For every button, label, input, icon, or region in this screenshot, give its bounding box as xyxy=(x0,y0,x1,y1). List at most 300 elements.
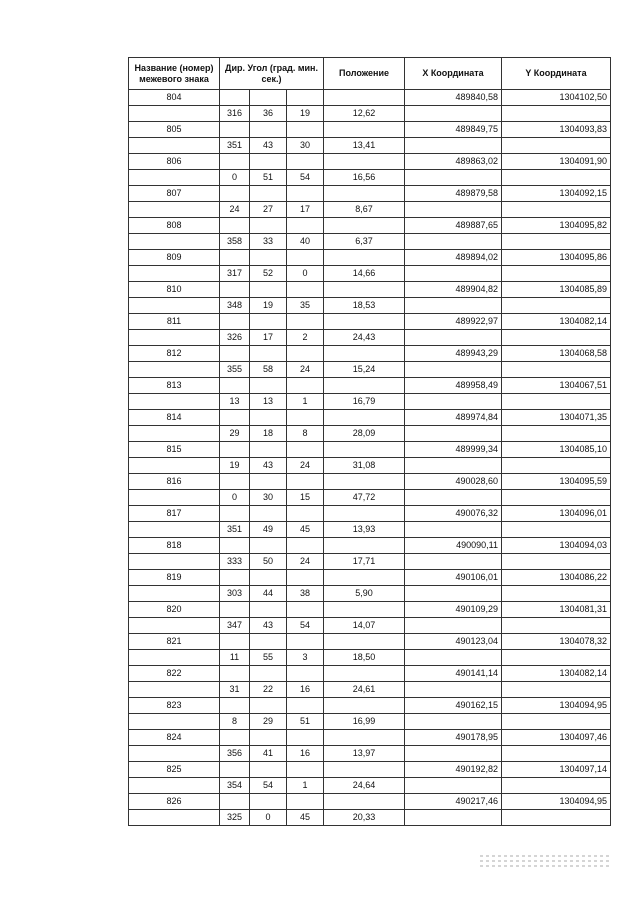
segment-length: 16,56 xyxy=(324,170,405,186)
angle-seconds: 17 xyxy=(287,202,324,218)
point-name: 808 xyxy=(129,218,220,234)
point-y: 1304071,35 xyxy=(502,410,611,426)
angle-seconds: 3 xyxy=(287,650,324,666)
empty-cell xyxy=(220,506,250,522)
angle-minutes: 0 xyxy=(250,810,287,826)
angle-seconds: 16 xyxy=(287,682,324,698)
empty-cell xyxy=(287,666,324,682)
angle-minutes: 55 xyxy=(250,650,287,666)
table-row-point xyxy=(129,154,611,170)
point-x: 490192,82 xyxy=(405,762,502,778)
empty-cell xyxy=(502,650,611,666)
table-row-point xyxy=(129,314,611,330)
empty-cell xyxy=(220,90,250,106)
empty-cell xyxy=(250,474,287,490)
point-x: 489922,97 xyxy=(405,314,502,330)
angle-minutes: 22 xyxy=(250,682,287,698)
table-row-point xyxy=(129,122,611,138)
angle-seconds: 2 xyxy=(287,330,324,346)
empty-cell xyxy=(250,90,287,106)
empty-cell xyxy=(324,122,405,138)
angle-seconds: 45 xyxy=(287,522,324,538)
table-row-point xyxy=(129,410,611,426)
empty-cell xyxy=(129,746,220,762)
angle-seconds: 1 xyxy=(287,394,324,410)
angle-minutes: 49 xyxy=(250,522,287,538)
empty-cell xyxy=(405,234,502,250)
angle-minutes: 36 xyxy=(250,106,287,122)
empty-cell xyxy=(324,378,405,394)
table-row-point xyxy=(129,186,611,202)
point-y: 1304082,14 xyxy=(502,314,611,330)
angle-minutes: 27 xyxy=(250,202,287,218)
empty-cell xyxy=(324,730,405,746)
empty-cell xyxy=(502,202,611,218)
table-row-segment xyxy=(129,490,611,506)
empty-cell xyxy=(220,250,250,266)
empty-cell xyxy=(405,618,502,634)
table-row-point xyxy=(129,346,611,362)
table-row-point xyxy=(129,282,611,298)
empty-cell xyxy=(129,330,220,346)
empty-cell xyxy=(129,650,220,666)
segment-length: 14,07 xyxy=(324,618,405,634)
angle-degrees: 356 xyxy=(220,746,250,762)
empty-cell xyxy=(220,730,250,746)
header-length: Положение xyxy=(324,58,405,90)
table-row-point xyxy=(129,730,611,746)
angle-minutes: 58 xyxy=(250,362,287,378)
angle-seconds: 54 xyxy=(287,170,324,186)
empty-cell xyxy=(250,698,287,714)
empty-cell xyxy=(405,746,502,762)
point-x: 489974,84 xyxy=(405,410,502,426)
empty-cell xyxy=(502,170,611,186)
empty-cell xyxy=(502,682,611,698)
angle-degrees: 333 xyxy=(220,554,250,570)
point-name: 809 xyxy=(129,250,220,266)
empty-cell xyxy=(287,410,324,426)
table-row-segment xyxy=(129,650,611,666)
table-row-segment xyxy=(129,522,611,538)
segment-length: 18,53 xyxy=(324,298,405,314)
table-row-segment xyxy=(129,618,611,634)
empty-cell xyxy=(250,602,287,618)
angle-degrees: 0 xyxy=(220,170,250,186)
table-row-point xyxy=(129,218,611,234)
empty-cell xyxy=(220,602,250,618)
empty-cell xyxy=(324,762,405,778)
point-name: 804 xyxy=(129,90,220,106)
empty-cell xyxy=(405,426,502,442)
point-x: 489943,29 xyxy=(405,346,502,362)
point-y: 1304097,46 xyxy=(502,730,611,746)
empty-cell xyxy=(250,442,287,458)
point-x: 489958,49 xyxy=(405,378,502,394)
point-x: 490178,95 xyxy=(405,730,502,746)
angle-seconds: 1 xyxy=(287,778,324,794)
empty-cell xyxy=(287,794,324,810)
point-y: 1304082,14 xyxy=(502,666,611,682)
empty-cell xyxy=(405,298,502,314)
empty-cell xyxy=(405,266,502,282)
angle-seconds: 54 xyxy=(287,618,324,634)
empty-cell xyxy=(324,250,405,266)
empty-cell xyxy=(405,394,502,410)
table-row-point xyxy=(129,442,611,458)
empty-cell xyxy=(220,698,250,714)
empty-cell xyxy=(502,778,611,794)
header-y: Y Координата xyxy=(502,58,611,90)
header-x: X Координата xyxy=(405,58,502,90)
angle-seconds: 24 xyxy=(287,362,324,378)
empty-cell xyxy=(220,186,250,202)
empty-cell xyxy=(129,810,220,826)
empty-cell xyxy=(502,522,611,538)
empty-cell xyxy=(220,666,250,682)
point-y: 1304078,32 xyxy=(502,634,611,650)
empty-cell xyxy=(324,154,405,170)
point-name: 813 xyxy=(129,378,220,394)
empty-cell xyxy=(502,426,611,442)
angle-minutes: 43 xyxy=(250,458,287,474)
empty-cell xyxy=(287,154,324,170)
table-row-point xyxy=(129,250,611,266)
angle-seconds: 24 xyxy=(287,458,324,474)
angle-degrees: 303 xyxy=(220,586,250,602)
empty-cell xyxy=(220,442,250,458)
empty-cell xyxy=(324,282,405,298)
segment-length: 31,08 xyxy=(324,458,405,474)
table-row-segment xyxy=(129,170,611,186)
segment-length: 13,97 xyxy=(324,746,405,762)
empty-cell xyxy=(287,378,324,394)
table-row-segment xyxy=(129,554,611,570)
point-y: 1304067,51 xyxy=(502,378,611,394)
empty-cell xyxy=(220,762,250,778)
empty-cell xyxy=(324,410,405,426)
angle-seconds: 8 xyxy=(287,426,324,442)
angle-minutes: 18 xyxy=(250,426,287,442)
empty-cell xyxy=(287,474,324,490)
table-row-point xyxy=(129,666,611,682)
angle-degrees: 326 xyxy=(220,330,250,346)
empty-cell xyxy=(220,634,250,650)
table-row-segment xyxy=(129,458,611,474)
angle-minutes: 51 xyxy=(250,170,287,186)
table-row-segment xyxy=(129,426,611,442)
header-angle: Дир. Угол (град. мин. сек.) xyxy=(220,58,324,90)
point-name: 821 xyxy=(129,634,220,650)
table-row-segment xyxy=(129,810,611,826)
empty-cell xyxy=(220,794,250,810)
segment-length: 24,61 xyxy=(324,682,405,698)
point-y: 1304096,01 xyxy=(502,506,611,522)
segment-length: 16,79 xyxy=(324,394,405,410)
angle-seconds: 51 xyxy=(287,714,324,730)
angle-minutes: 19 xyxy=(250,298,287,314)
empty-cell xyxy=(220,570,250,586)
empty-cell xyxy=(250,666,287,682)
point-name: 823 xyxy=(129,698,220,714)
empty-cell xyxy=(250,634,287,650)
empty-cell xyxy=(220,154,250,170)
empty-cell xyxy=(324,474,405,490)
point-y: 1304068,58 xyxy=(502,346,611,362)
point-name: 817 xyxy=(129,506,220,522)
angle-seconds: 16 xyxy=(287,746,324,762)
empty-cell xyxy=(287,442,324,458)
point-x: 489849,75 xyxy=(405,122,502,138)
empty-cell xyxy=(129,138,220,154)
table-header-row xyxy=(129,58,611,90)
empty-cell xyxy=(287,282,324,298)
table-row-segment xyxy=(129,714,611,730)
angle-degrees: 11 xyxy=(220,650,250,666)
empty-cell xyxy=(405,650,502,666)
empty-cell xyxy=(324,186,405,202)
point-name: 811 xyxy=(129,314,220,330)
empty-cell xyxy=(287,570,324,586)
angle-degrees: 325 xyxy=(220,810,250,826)
empty-cell xyxy=(129,714,220,730)
point-name: 820 xyxy=(129,602,220,618)
empty-cell xyxy=(129,362,220,378)
empty-cell xyxy=(250,378,287,394)
angle-minutes: 33 xyxy=(250,234,287,250)
table-row-segment xyxy=(129,746,611,762)
angle-seconds: 30 xyxy=(287,138,324,154)
point-name: 819 xyxy=(129,570,220,586)
angle-minutes: 44 xyxy=(250,586,287,602)
empty-cell xyxy=(502,458,611,474)
point-y: 1304093,83 xyxy=(502,122,611,138)
table-row-segment xyxy=(129,266,611,282)
empty-cell xyxy=(129,202,220,218)
empty-cell xyxy=(287,762,324,778)
point-x: 490141,14 xyxy=(405,666,502,682)
table-row-segment xyxy=(129,362,611,378)
boundary-coordinates-table xyxy=(128,57,611,826)
point-y: 1304085,89 xyxy=(502,282,611,298)
point-x: 489999,34 xyxy=(405,442,502,458)
point-x: 489904,82 xyxy=(405,282,502,298)
point-y: 1304086,22 xyxy=(502,570,611,586)
empty-cell xyxy=(129,458,220,474)
point-y: 1304097,14 xyxy=(502,762,611,778)
point-name: 818 xyxy=(129,538,220,554)
point-x: 489894,02 xyxy=(405,250,502,266)
empty-cell xyxy=(287,730,324,746)
empty-cell xyxy=(405,586,502,602)
point-x: 489879,58 xyxy=(405,186,502,202)
point-name: 825 xyxy=(129,762,220,778)
empty-cell xyxy=(287,90,324,106)
angle-degrees: 355 xyxy=(220,362,250,378)
empty-cell xyxy=(250,282,287,298)
segment-length: 17,71 xyxy=(324,554,405,570)
empty-cell xyxy=(287,698,324,714)
empty-cell xyxy=(250,122,287,138)
angle-minutes: 29 xyxy=(250,714,287,730)
table-row-segment xyxy=(129,586,611,602)
empty-cell xyxy=(502,330,611,346)
table-row-segment xyxy=(129,682,611,698)
empty-cell xyxy=(250,186,287,202)
empty-cell xyxy=(405,522,502,538)
empty-cell xyxy=(502,394,611,410)
empty-cell xyxy=(324,602,405,618)
segment-length: 8,67 xyxy=(324,202,405,218)
empty-cell xyxy=(405,202,502,218)
empty-cell xyxy=(287,506,324,522)
point-x: 490106,01 xyxy=(405,570,502,586)
empty-cell xyxy=(324,346,405,362)
point-y: 1304095,59 xyxy=(502,474,611,490)
empty-cell xyxy=(324,666,405,682)
table-row-segment xyxy=(129,106,611,122)
point-x: 490109,29 xyxy=(405,602,502,618)
angle-minutes: 52 xyxy=(250,266,287,282)
empty-cell xyxy=(129,106,220,122)
angle-seconds: 38 xyxy=(287,586,324,602)
empty-cell xyxy=(129,298,220,314)
point-name: 814 xyxy=(129,410,220,426)
point-name: 806 xyxy=(129,154,220,170)
empty-cell xyxy=(287,602,324,618)
angle-minutes: 41 xyxy=(250,746,287,762)
segment-length: 6,37 xyxy=(324,234,405,250)
empty-cell xyxy=(324,698,405,714)
segment-length: 14,66 xyxy=(324,266,405,282)
angle-minutes: 17 xyxy=(250,330,287,346)
angle-seconds: 15 xyxy=(287,490,324,506)
empty-cell xyxy=(405,682,502,698)
empty-cell xyxy=(502,746,611,762)
empty-cell xyxy=(220,378,250,394)
table-row-point xyxy=(129,90,611,106)
point-y: 1304094,03 xyxy=(502,538,611,554)
segment-length: 13,41 xyxy=(324,138,405,154)
segment-length: 16,99 xyxy=(324,714,405,730)
empty-cell xyxy=(250,314,287,330)
point-x: 489887,65 xyxy=(405,218,502,234)
table-row-segment xyxy=(129,330,611,346)
point-y: 1304095,86 xyxy=(502,250,611,266)
angle-degrees: 29 xyxy=(220,426,250,442)
empty-cell xyxy=(129,554,220,570)
table-row-point xyxy=(129,474,611,490)
empty-cell xyxy=(405,458,502,474)
empty-cell xyxy=(250,506,287,522)
angle-degrees: 24 xyxy=(220,202,250,218)
empty-cell xyxy=(250,794,287,810)
point-x: 490162,15 xyxy=(405,698,502,714)
empty-cell xyxy=(502,714,611,730)
empty-cell xyxy=(250,730,287,746)
table-row-point xyxy=(129,794,611,810)
segment-length: 13,93 xyxy=(324,522,405,538)
empty-cell xyxy=(129,426,220,442)
point-name: 824 xyxy=(129,730,220,746)
table-row-point xyxy=(129,698,611,714)
point-x: 489863,02 xyxy=(405,154,502,170)
empty-cell xyxy=(502,106,611,122)
angle-degrees: 354 xyxy=(220,778,250,794)
segment-length: 20,33 xyxy=(324,810,405,826)
empty-cell xyxy=(220,410,250,426)
empty-cell xyxy=(405,810,502,826)
angle-degrees: 316 xyxy=(220,106,250,122)
point-y: 1304085,10 xyxy=(502,442,611,458)
point-y: 1304094,95 xyxy=(502,794,611,810)
empty-cell xyxy=(250,410,287,426)
table-row-point xyxy=(129,570,611,586)
angle-seconds: 19 xyxy=(287,106,324,122)
angle-minutes: 50 xyxy=(250,554,287,570)
point-name: 826 xyxy=(129,794,220,810)
angle-seconds: 0 xyxy=(287,266,324,282)
empty-cell xyxy=(129,394,220,410)
angle-degrees: 13 xyxy=(220,394,250,410)
point-x: 490076,32 xyxy=(405,506,502,522)
segment-length: 15,24 xyxy=(324,362,405,378)
point-y: 1304081,31 xyxy=(502,602,611,618)
empty-cell xyxy=(502,138,611,154)
table-row-segment xyxy=(129,202,611,218)
empty-cell xyxy=(405,170,502,186)
point-name: 812 xyxy=(129,346,220,362)
empty-cell xyxy=(129,490,220,506)
empty-cell xyxy=(129,778,220,794)
point-name: 822 xyxy=(129,666,220,682)
empty-cell xyxy=(324,218,405,234)
segment-length: 24,43 xyxy=(324,330,405,346)
empty-cell xyxy=(405,714,502,730)
angle-degrees: 8 xyxy=(220,714,250,730)
table-row-point xyxy=(129,634,611,650)
empty-cell xyxy=(502,234,611,250)
table-row-point xyxy=(129,506,611,522)
angle-degrees: 0 xyxy=(220,490,250,506)
empty-cell xyxy=(129,266,220,282)
empty-cell xyxy=(220,474,250,490)
empty-cell xyxy=(129,234,220,250)
angle-degrees: 347 xyxy=(220,618,250,634)
point-y: 1304095,82 xyxy=(502,218,611,234)
empty-cell xyxy=(502,490,611,506)
empty-cell xyxy=(287,346,324,362)
empty-cell xyxy=(287,218,324,234)
empty-cell xyxy=(250,570,287,586)
empty-cell xyxy=(324,794,405,810)
empty-cell xyxy=(287,634,324,650)
table-row-point xyxy=(129,378,611,394)
angle-seconds: 35 xyxy=(287,298,324,314)
angle-seconds: 45 xyxy=(287,810,324,826)
angle-degrees: 19 xyxy=(220,458,250,474)
empty-cell xyxy=(502,362,611,378)
empty-cell xyxy=(250,538,287,554)
empty-cell xyxy=(220,538,250,554)
empty-cell xyxy=(220,122,250,138)
table-row-segment xyxy=(129,394,611,410)
angle-minutes: 13 xyxy=(250,394,287,410)
angle-seconds: 40 xyxy=(287,234,324,250)
point-x: 490217,46 xyxy=(405,794,502,810)
empty-cell xyxy=(250,154,287,170)
point-y: 1304094,95 xyxy=(502,698,611,714)
